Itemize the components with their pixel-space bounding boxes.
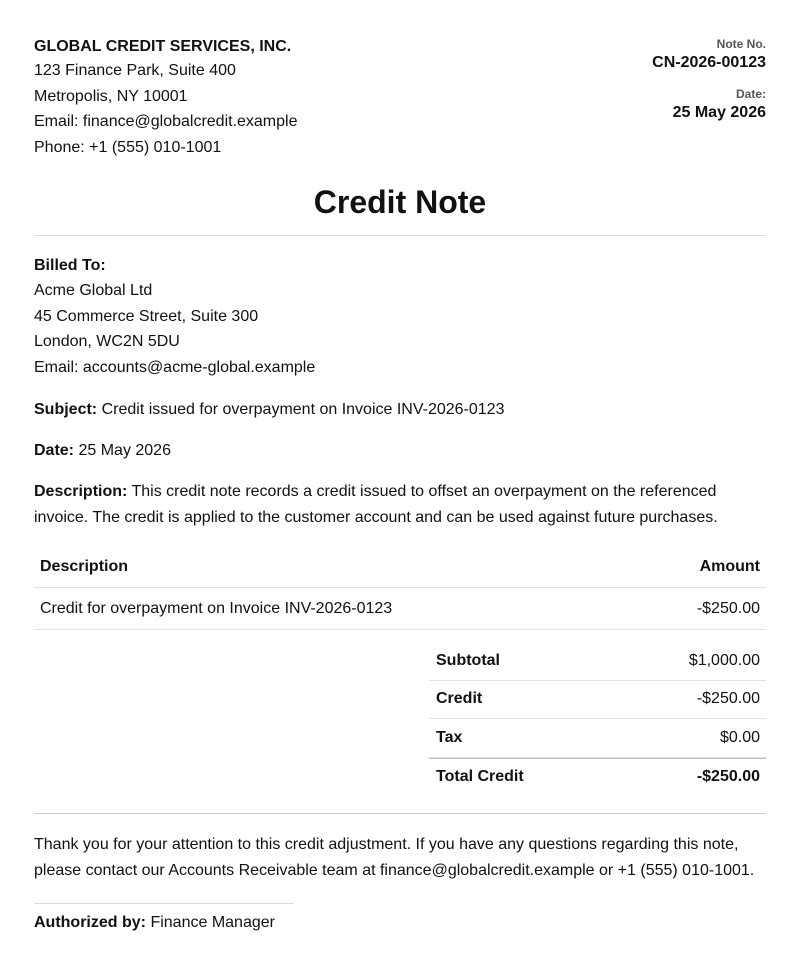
- total-credit-label: Total Credit: [436, 768, 524, 786]
- company-address-line1: 123 Finance Park, Suite 400: [34, 62, 236, 79]
- subtotal-value: $1,000.00: [688, 651, 760, 669]
- item-description: Credit for overpayment on Invoice INV-2026-0123: [40, 599, 393, 617]
- note-number: CN-2026-00123: [652, 54, 766, 71]
- billed-to-address-line1: 45 Commerce Street, Suite 300: [34, 307, 259, 325]
- company-name: GLOBAL CREDIT SERVICES, INC.: [34, 38, 292, 55]
- company-info: [34, 36, 434, 160]
- thank-you-note: Thank you for your attention to this credit adjustment. If you have any questions regarding this note, please contact our Accounts Receivable team at finance@globalcredit.example or +1 (555) 010-1001.: [34, 836, 755, 879]
- credit-label: Credit: [436, 690, 483, 708]
- credit-value: -$250.00: [696, 690, 760, 708]
- company-phone: Phone: +1 (555) 010-1001: [34, 138, 222, 156]
- billed-to-email: Email: accounts@acme-global.example: [34, 358, 316, 376]
- note-number-label: Note No.: [716, 37, 766, 51]
- tax-label: Tax: [436, 728, 463, 746]
- totals-row-subtotal: [429, 642, 766, 681]
- footer-divider: [34, 813, 766, 814]
- authorized-label: Authorized by:: [34, 914, 146, 931]
- billed-to-address-line2: London, WC2N 5DU: [34, 333, 180, 350]
- description-text: This credit note records a credit issued to offset an overpayment on the referenced invoice. The credit is applied to the customer account and can be used against future purchases.: [34, 483, 718, 526]
- items-header-description: Description: [40, 557, 129, 575]
- credit-note-document: [34, 0, 766, 970]
- document-title: Credit Note: [313, 184, 487, 220]
- subject-label: Subject:: [34, 401, 98, 418]
- header-divider: [34, 235, 766, 236]
- date-field: [34, 438, 766, 464]
- authorized-name: Finance Manager: [150, 914, 275, 931]
- totals-row-tax: [429, 719, 766, 758]
- items-header-amount: Amount: [699, 557, 760, 575]
- note-date: 25 May 2026: [672, 104, 766, 121]
- date-label: Date:: [34, 442, 75, 459]
- company-address-line2: Metropolis, NY 10001: [34, 87, 188, 105]
- signature-line: [34, 903, 294, 904]
- totals-row-credit: [429, 681, 766, 720]
- date-text: 25 May 2026: [78, 442, 171, 459]
- tax-value: $0.00: [719, 728, 760, 746]
- totals-row-total-credit: [429, 758, 766, 797]
- billed-to-name: Acme Global Ltd: [34, 282, 153, 299]
- note-date-label: Date:: [735, 87, 766, 101]
- item-amount: -$250.00: [696, 599, 760, 617]
- subject-text: Credit issued for overpayment on Invoice INV-2026-0123: [101, 401, 505, 418]
- note-meta: [652, 36, 766, 124]
- items-table: [34, 546, 766, 630]
- subject-field: [34, 397, 766, 423]
- items-table-header: [34, 546, 766, 588]
- authorized-by: [34, 912, 275, 934]
- description-field: [34, 479, 766, 531]
- subtotal-label: Subtotal: [436, 651, 500, 669]
- total-credit-value: -$250.00: [696, 768, 760, 786]
- totals-table: [429, 642, 766, 796]
- table-row: [34, 588, 766, 630]
- billed-to-section: [34, 254, 766, 380]
- billed-to-label: Billed To:: [34, 257, 106, 274]
- company-email: Email: finance@globalcredit.example: [34, 113, 298, 130]
- description-label: Description:: [34, 483, 128, 500]
